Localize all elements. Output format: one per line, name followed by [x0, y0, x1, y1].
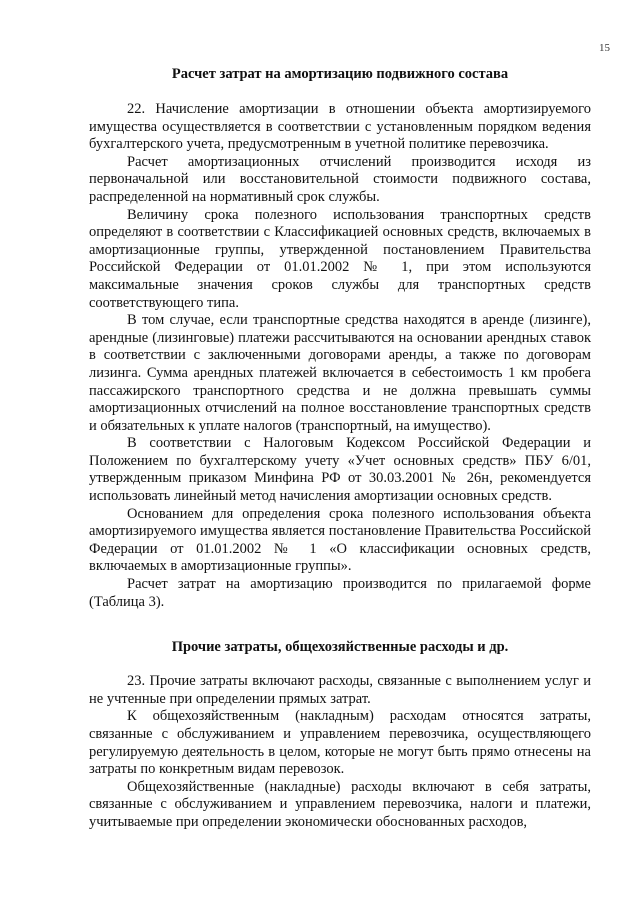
paragraph: Величину срока полезного использования транспортных средств определяют в соответствии с Классификацией основных средств, включаемых в амортизационные группы, утвержденной постановлением Правительства Российской Федерации от 01.01.2002 № 1, при этом используются максимальные значения сроков службы для транспортных средств соответствующего типа.	[89, 206, 591, 311]
paragraph: К общехозяйственным (накладным) расходам относятся затраты, связанные с обслуживанием и управлением перевозчика, осуществляющего регулируемую деятельность в целом, которые не могут быть прямо отнесены на затраты по конкретным видам перевозок.	[89, 708, 591, 778]
paragraph: В соответствии с Налоговым Кодексом Российской Федерации и Положением по бухгалтерскому учету «Учет основных средств» ПБУ 6/01, утвержденным приказом Минфина РФ от 30.03.2001 № 26н, рекомендуется использовать линейный метод начисления амортизации основных средств.	[89, 435, 591, 505]
section-title-other-costs: Прочие затраты, общехозяйственные расходы и др.	[171, 639, 509, 656]
paragraph: Основанием для определения срока полезного использования объекта амортизируемого имущества является постановление Правительства Российской Федерации от 01.01.2002 № 1 «О классификации основных средств, включаемых в амортизационные группы».	[89, 505, 591, 575]
paragraph: Расчет амортизационных отчислений производится исходя из первоначальной или восстановительной стоимости подвижного состава, распределенной на нормативный срок службы.	[89, 153, 591, 205]
page-content	[89, 64, 591, 832]
paragraph: Расчет затрат на амортизацию производится по прилагаемой форме (Таблица 3).	[89, 576, 591, 610]
paragraph: 23. Прочие затраты включают расходы, связанные с выполнением услуг и не учтенные при определении прямых затрат.	[89, 673, 591, 707]
section-title-depreciation: Расчет затрат на амортизацию подвижного состава	[171, 66, 509, 82]
paragraph: Общехозяйственные (накладные) расходы включают в себя затраты, связанные с обслуживанием и управлением перевозчика, налоги и платежи, учитываемые при определении экономически обоснованных расходов,	[89, 778, 591, 830]
paragraph: 22. Начисление амортизации в отношении объекта амортизируемого имущества осуществляется в соответствии с установленным порядком ведения бухгалтерского учета, предусмотренным в учетной политике перевозчика.	[89, 101, 591, 153]
page-number: 15	[599, 42, 610, 54]
paragraph: В том случае, если транспортные средства находятся в аренде (лизинге), арендные (лизинговые) платежи рассчитываются на основании арендных ставок в соответствии с заключенными договорами аренды, а также по договорам лизинга. Сумма арендных платежей включается в себестоимость 1 км пробега пассажирского транспортного средства и не должна превышать суммы амортизационных отчислений на полное восстановление транспортных средств и обязательных к уплате налогов (транспортный, на имущество).	[89, 312, 591, 434]
